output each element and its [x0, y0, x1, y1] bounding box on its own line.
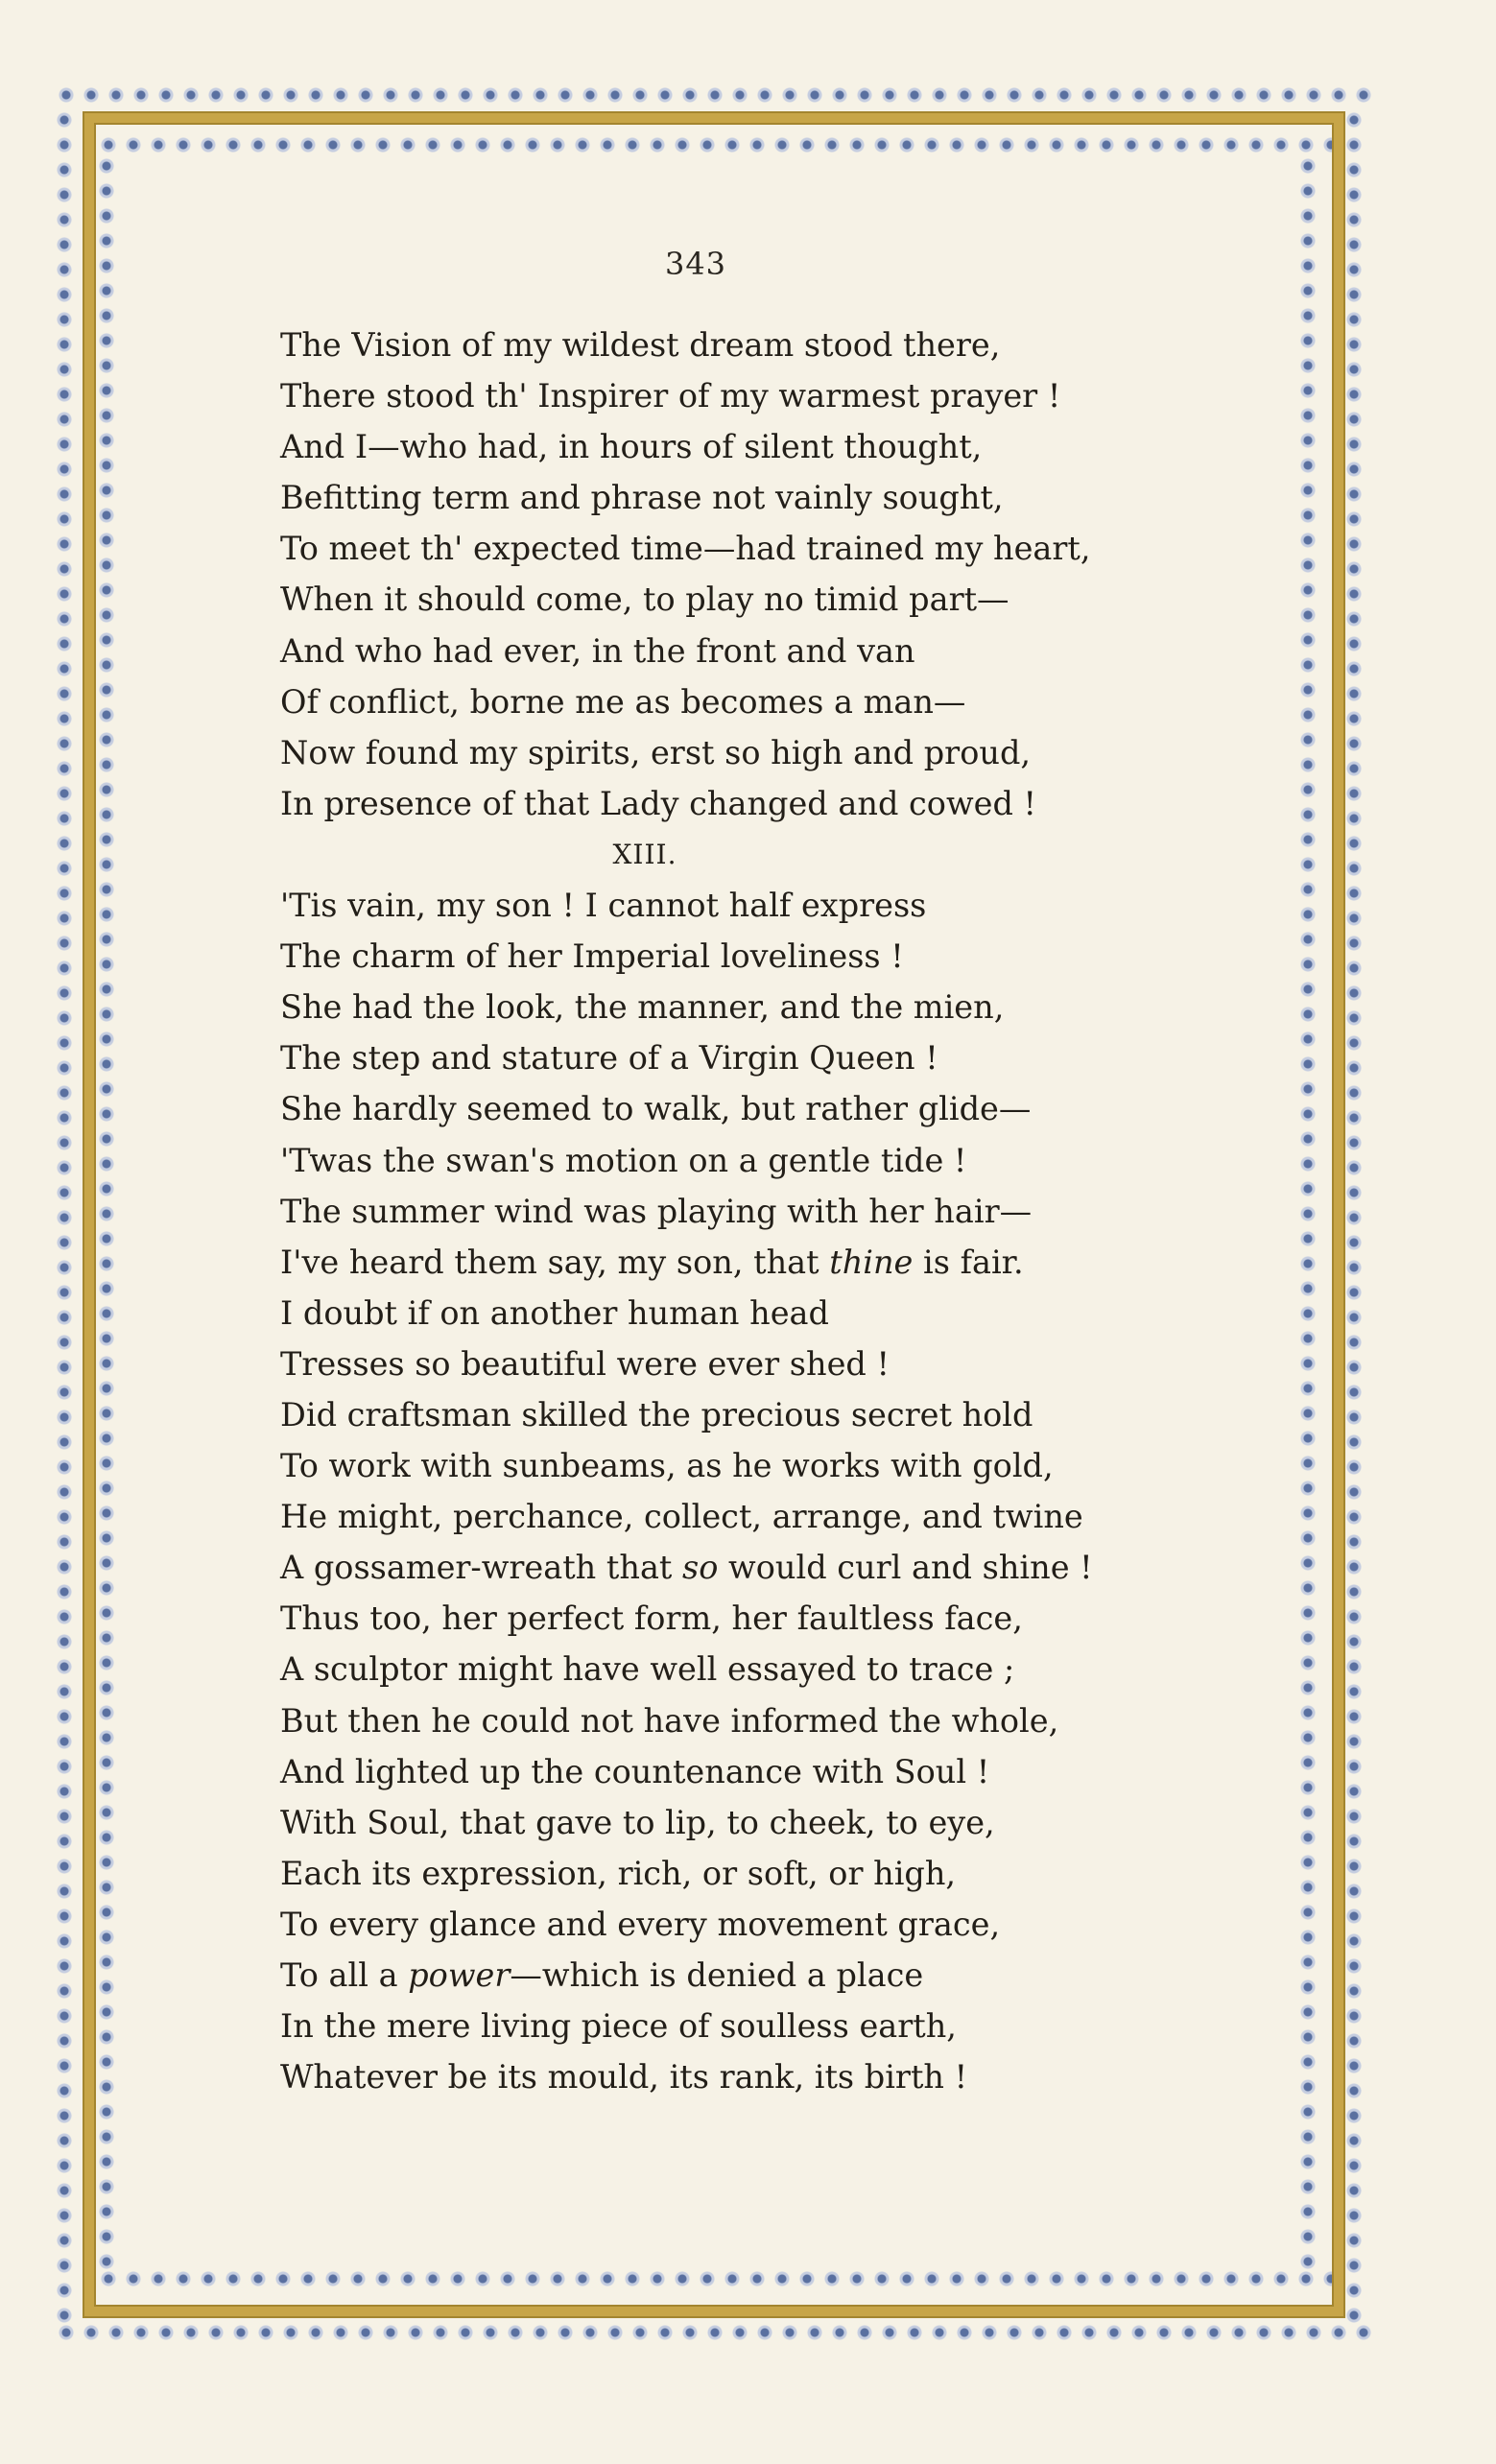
- section-heading: XIII.: [612, 838, 677, 870]
- poem-line: The step and stature of a Virgin Queen !: [280, 1039, 938, 1078]
- poem-line: [280, 1950, 1240, 2001]
- poem-line: To meet th' expected time—had trained my heart,: [280, 530, 1091, 568]
- poem-line: 'Twas the swan's motion on a gentle tide !: [280, 1141, 967, 1179]
- italic-word: thine: [829, 1243, 914, 1281]
- poem-line: Tresses so beautiful were ever shed !: [280, 1344, 890, 1383]
- italic-word: so: [682, 1549, 719, 1587]
- poem-line: [280, 1542, 1240, 1593]
- poem-line: I doubt if on another human head: [280, 1293, 829, 1332]
- poem-line: And I—who had, in hours of silent thought,: [280, 428, 983, 466]
- poem-line: And who had ever, in the front and van: [280, 631, 915, 670]
- poem-body: [280, 320, 1240, 2102]
- poem-line: But then he could not have informed the whole,: [280, 1701, 1059, 1740]
- poem-line: And lighted up the countenance with Soul !: [280, 1752, 990, 1790]
- ornament-border-left-outer: [54, 107, 75, 2324]
- line-text: To all a: [280, 1956, 409, 1994]
- ornament-border-bottom-outer: [54, 2322, 1378, 2343]
- poem-line: With Soul, that gave to lip, to cheek, to eye,: [280, 1803, 995, 1841]
- line-text: I've heard them say, my son, that: [280, 1243, 830, 1281]
- line-text: —which is denied a place: [510, 1956, 924, 1994]
- poem-line: When it should come, to play no timid part—: [280, 580, 1009, 619]
- poem-line: [280, 1237, 1240, 1288]
- poem-line: In the mere living piece of soulless earth,: [280, 2007, 957, 2046]
- page-number: 343: [664, 246, 727, 282]
- poem-line: The Vision of my wildest dream stood there,: [280, 326, 1001, 364]
- italic-word: power: [408, 1956, 511, 1994]
- ornament-border-top-outer: [54, 84, 1378, 106]
- poem-line: Whatever be its mould, its rank, its birth !: [280, 2058, 968, 2097]
- poem-line: To every glance and every movement grace,: [280, 1905, 1001, 1943]
- poem-line: Of conflict, borne me as becomes a man—: [280, 682, 966, 721]
- poem-line: In presence of that Lady changed and cowed !: [280, 784, 1037, 822]
- poem-line: To work with sunbeams, as he works with gold,: [280, 1447, 1054, 1485]
- poem-line: Each its expression, rich, or soft, or high,: [280, 1854, 957, 1892]
- poem-line: Now found my spirits, erst so high and proud,: [280, 733, 1032, 771]
- poem-line: A sculptor might have well essayed to trace ;: [280, 1650, 1015, 1689]
- ornament-border-right-outer: [1343, 107, 1365, 2324]
- poem-line: Befitting term and phrase not vainly sought,: [280, 479, 1004, 517]
- poem-line: He might, perchance, collect, arrange, and twine: [280, 1498, 1083, 1536]
- poem-line: The charm of her Imperial loveliness !: [280, 937, 904, 976]
- poem-line: Did craftsman skilled the precious secret hold: [280, 1395, 1033, 1433]
- poem-line: She hardly seemed to walk, but rather glide—: [280, 1090, 1032, 1128]
- poem-line: There stood th' Inspirer of my warmest prayer !: [280, 377, 1061, 415]
- line-text: is fair.: [913, 1243, 1024, 1281]
- poem-line: Thus too, her perfect form, her faultless face,: [280, 1599, 1023, 1638]
- poem-line: She had the look, the manner, and the mien,: [280, 988, 1005, 1027]
- line-text: would curl and shine !: [718, 1549, 1093, 1587]
- poem-line: The summer wind was playing with her hair—: [280, 1192, 1033, 1230]
- poem-line: 'Tis vain, my son ! I cannot half express: [280, 887, 927, 925]
- line-text: A gossamer-wreath that: [280, 1549, 683, 1587]
